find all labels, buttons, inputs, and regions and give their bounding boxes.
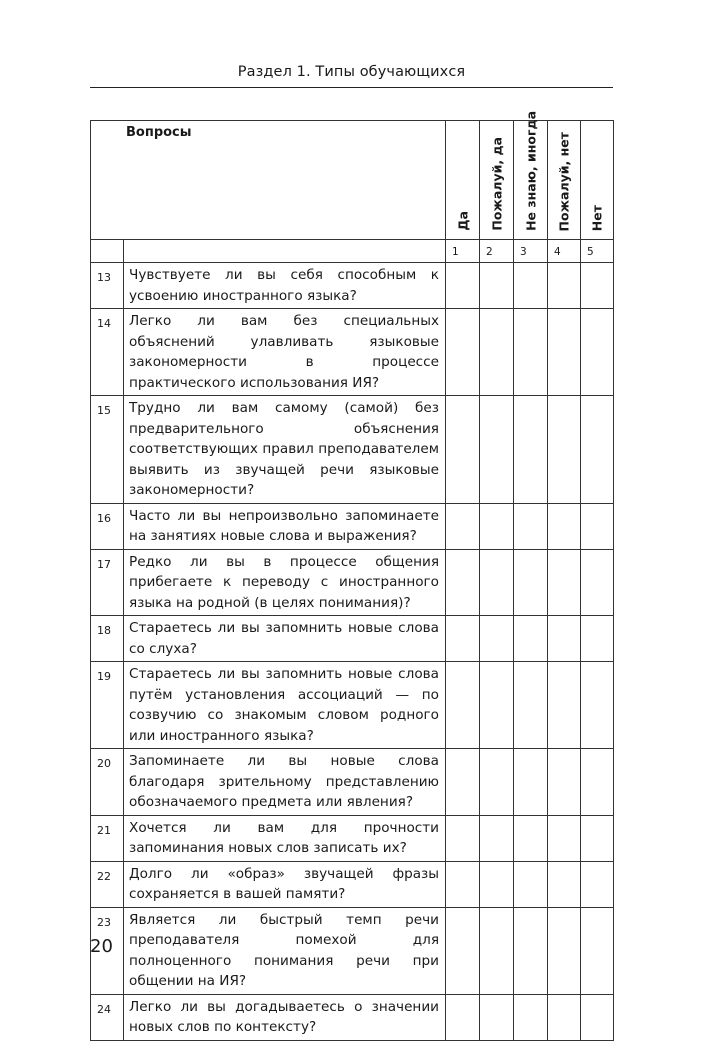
question-number: 23: [91, 907, 124, 994]
answer-column-header: Да: [446, 121, 480, 240]
questions-header: Вопросы: [91, 121, 446, 240]
answer-cell[interactable]: [548, 749, 581, 816]
answer-cell[interactable]: [480, 263, 514, 309]
question-number: 15: [91, 396, 124, 504]
question-text: Стараетесь ли вы запомнить новые слова путём установления ассоциаций — по созвучию со знакомым словом родного или иностранного языка?: [124, 662, 446, 749]
question-number: 22: [91, 861, 124, 907]
answer-cell[interactable]: [581, 749, 614, 816]
question-text: Легко ли вы догадываетесь о значении новых слов по контексту?: [124, 994, 446, 1040]
answer-cell[interactable]: [480, 994, 514, 1040]
answer-cell[interactable]: [480, 815, 514, 861]
header-row: [91, 121, 614, 240]
question-number: 21: [91, 815, 124, 861]
question-row: [91, 549, 614, 616]
answer-cell[interactable]: [480, 861, 514, 907]
answer-cell[interactable]: [480, 662, 514, 749]
question-number: 16: [91, 503, 124, 549]
answer-cell[interactable]: [514, 861, 548, 907]
column-number-row: [91, 240, 614, 263]
column-number: 5: [581, 240, 614, 263]
answer-cell[interactable]: [581, 662, 614, 749]
answer-cell[interactable]: [548, 994, 581, 1040]
answer-cell[interactable]: [514, 263, 548, 309]
question-number: 19: [91, 662, 124, 749]
question-text: Долго ли «образ» звучащей фразы сохраняется в вашей памяти?: [124, 861, 446, 907]
answer-cell[interactable]: [548, 263, 581, 309]
answer-cell[interactable]: [446, 503, 480, 549]
question-text: Чувствуете ли вы себя способным к усвоению иностранного языка?: [124, 263, 446, 309]
answer-cell[interactable]: [480, 616, 514, 662]
answer-cell[interactable]: [581, 815, 614, 861]
answer-cell[interactable]: [581, 994, 614, 1040]
answer-cell[interactable]: [446, 861, 480, 907]
questionnaire-table: [90, 111, 614, 1041]
question-text: Часто ли вы непроизвольно запоминаете на занятиях новые слова и выражения?: [124, 503, 446, 549]
answer-cell[interactable]: [548, 396, 581, 504]
column-number: 4: [548, 240, 581, 263]
answer-cell[interactable]: [581, 309, 614, 396]
column-number: 2: [480, 240, 514, 263]
answer-cell[interactable]: [480, 503, 514, 549]
question-text: Является ли быстрый темп речи преподавателя помехой для полноценного понимания речи при общении на ИЯ?: [124, 907, 446, 994]
question-row: [91, 263, 614, 309]
answer-cell[interactable]: [581, 907, 614, 994]
question-text: Хочется ли вам для прочности запоминания новых слов записать их?: [124, 815, 446, 861]
answer-cell[interactable]: [548, 861, 581, 907]
question-row: [91, 861, 614, 907]
answer-cell[interactable]: [581, 616, 614, 662]
answer-cell[interactable]: [514, 503, 548, 549]
answer-column-header: Не знаю, иногда: [514, 121, 548, 240]
answer-cell[interactable]: [581, 263, 614, 309]
answer-cell[interactable]: [514, 662, 548, 749]
answer-cell[interactable]: [446, 396, 480, 504]
question-row: [91, 309, 614, 396]
answer-cell[interactable]: [514, 749, 548, 816]
question-text: Запоминаете ли вы новые слова благодаря зрительному представлению обозначаемого предмета или явления?: [124, 749, 446, 816]
question-text: Легко ли вам без специальных объяснений улавливать языковые закономерности в процессе практического использования ИЯ?: [124, 309, 446, 396]
empty-cell: [91, 240, 124, 263]
page-number: 20: [90, 936, 113, 957]
question-number: 24: [91, 994, 124, 1040]
question-row: [91, 616, 614, 662]
question-row: [91, 662, 614, 749]
answer-cell[interactable]: [548, 815, 581, 861]
answer-cell[interactable]: [480, 749, 514, 816]
answer-cell[interactable]: [548, 616, 581, 662]
answer-cell[interactable]: [446, 616, 480, 662]
question-text: Стараетесь ли вы запомнить новые слова со слуха?: [124, 616, 446, 662]
empty-cell: [124, 240, 446, 263]
answer-cell[interactable]: [581, 503, 614, 549]
question-number: 14: [91, 309, 124, 396]
answer-cell[interactable]: [581, 396, 614, 504]
answer-cell[interactable]: [446, 749, 480, 816]
answer-cell[interactable]: [514, 549, 548, 616]
answer-cell[interactable]: [446, 263, 480, 309]
question-number: 18: [91, 616, 124, 662]
answer-cell[interactable]: [446, 309, 480, 396]
question-row: [91, 994, 614, 1040]
answer-cell[interactable]: [514, 396, 548, 504]
answer-column-header: Нет: [581, 121, 614, 240]
answer-column-header: Пожалуй, нет: [548, 121, 581, 240]
answer-cell[interactable]: [446, 549, 480, 616]
question-text: Редко ли вы в процессе общения прибегаете к переводу с иностранного языка на родной (в целях понимания)?: [124, 549, 446, 616]
question-row: [91, 503, 614, 549]
question-row: [91, 396, 614, 504]
answer-cell[interactable]: [548, 907, 581, 994]
answer-cell[interactable]: [446, 994, 480, 1040]
answer-cell[interactable]: [514, 994, 548, 1040]
answer-cell[interactable]: [548, 309, 581, 396]
question-number: 13: [91, 263, 124, 309]
answer-cell[interactable]: [548, 549, 581, 616]
answer-cell[interactable]: [514, 309, 548, 396]
question-row: [91, 907, 614, 994]
answer-cell[interactable]: [446, 815, 480, 861]
question-row: [91, 815, 614, 861]
answer-cell[interactable]: [548, 662, 581, 749]
answer-cell[interactable]: [514, 616, 548, 662]
answer-cell[interactable]: [581, 549, 614, 616]
question-text: Трудно ли вам самому (самой) без предварительного объяснения соответствующих правил преподавателем выявить из звучащей речи языковые закономерности?: [124, 396, 446, 504]
answer-cell[interactable]: [514, 815, 548, 861]
answer-cell[interactable]: [480, 549, 514, 616]
question-number: 20: [91, 749, 124, 816]
answer-cell[interactable]: [548, 503, 581, 549]
answer-cell[interactable]: [446, 662, 480, 749]
question-row: [91, 749, 614, 816]
column-number: 1: [446, 240, 480, 263]
answer-cell[interactable]: [581, 861, 614, 907]
answer-cell[interactable]: [446, 907, 480, 994]
running-head: Раздел 1. Типы обучающихся: [237, 64, 466, 80]
header-rule: [90, 87, 613, 88]
answer-cell[interactable]: [480, 396, 514, 504]
question-number: 17: [91, 549, 124, 616]
column-number: 3: [514, 240, 548, 263]
answer-cell[interactable]: [480, 907, 514, 994]
answer-cell[interactable]: [480, 309, 514, 396]
answer-column-header: Пожалуй, да: [480, 121, 514, 240]
answer-cell[interactable]: [514, 907, 548, 994]
